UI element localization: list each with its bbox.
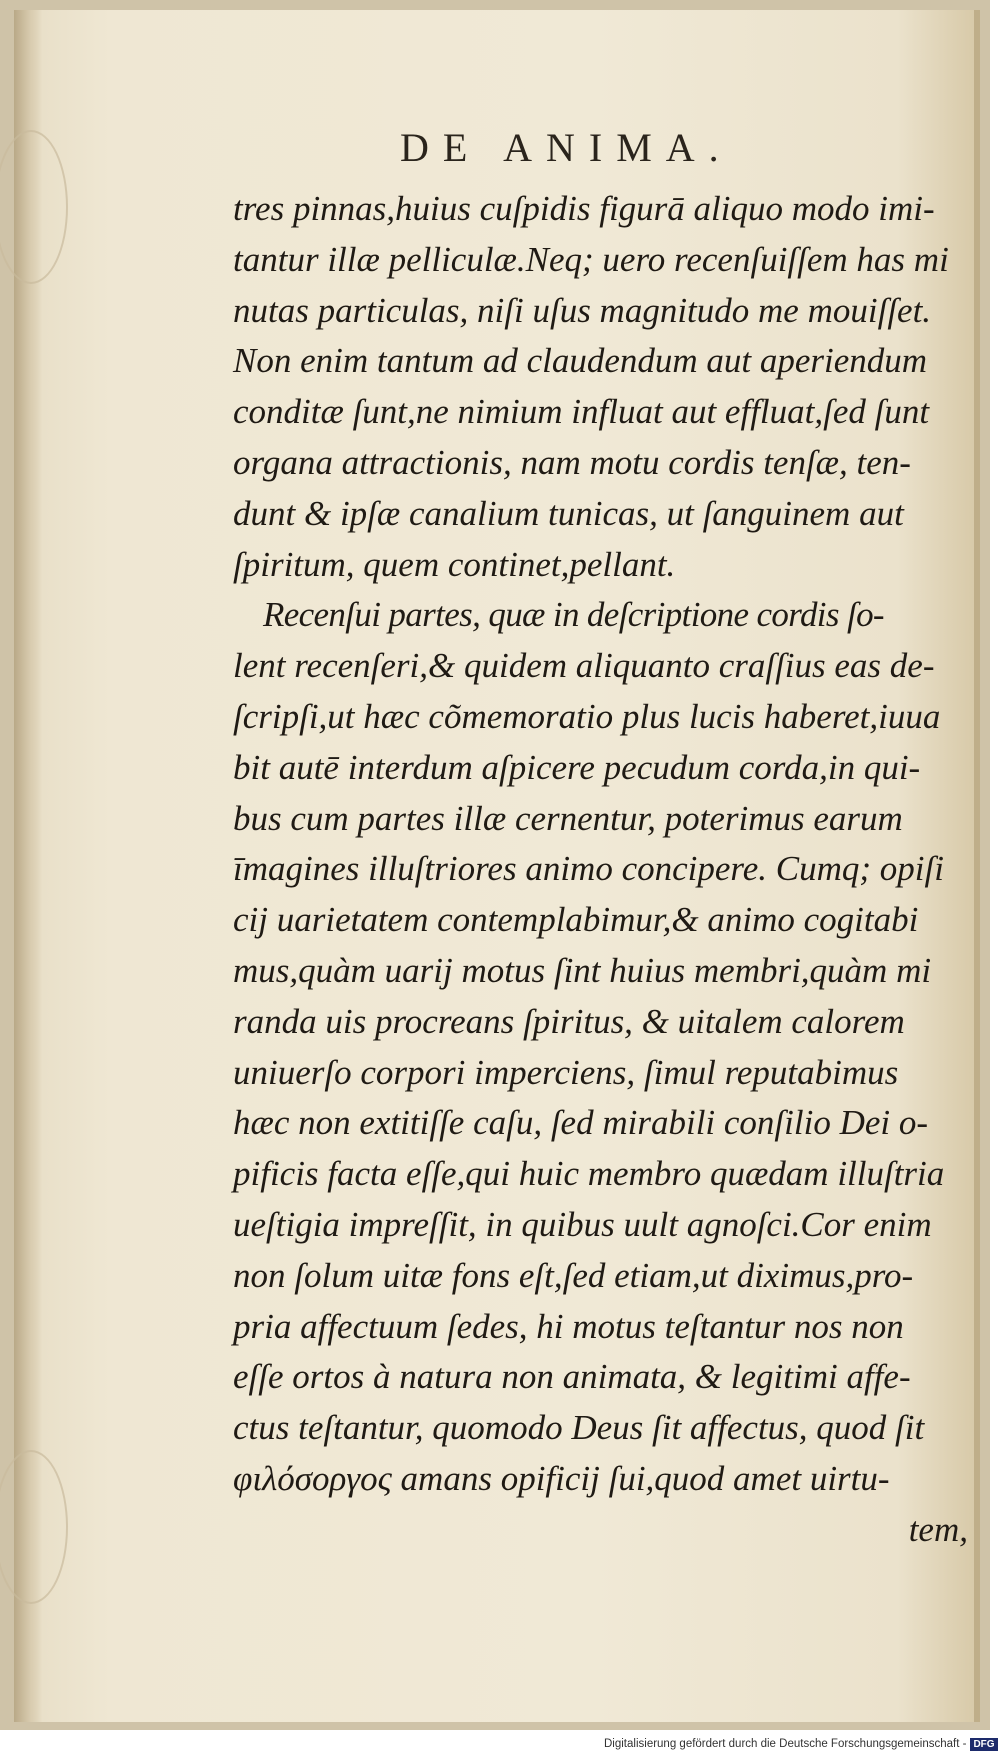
text-line: lent recenſeri,& quidem aliquanto craſſius eas de- [233, 646, 935, 686]
page-ring-mark [0, 1450, 68, 1604]
text-line: mus,quàm uarij motus ſint huius membri,quàm mi [233, 950, 932, 990]
footer-credit: Digitalisierung gefördert durch die Deutsche Forschungsgemeinschaft - [604, 1738, 967, 1750]
text-line: ſpiritum, quem continet,pellant. [233, 544, 676, 584]
text-line: tantur illæ pelliculæ.Neq; uero recenſuiſſem has mi [233, 239, 949, 279]
text-line: tres pinnas,huius cuſpidis figurā aliquo modo imi- [233, 189, 935, 228]
dfg-logo: DFG [970, 1738, 997, 1751]
text-line: ueſtigia impreſſit, in quibus uult agnoſci.Cor enim [233, 1204, 932, 1244]
text-line: non ſolum uitæ fons eſt,ſed etiam,ut diximus,pro- [233, 1255, 914, 1295]
text-line: pificis facta eſſe,qui huic membro quædam illuſtria [233, 1154, 945, 1194]
text-line: dunt & ipſæ canalium tunicas, ut ſanguinem aut [233, 493, 904, 533]
text-line: ctus teſtantur, quomodo Deus ſit affectus, quod ſit [233, 1408, 925, 1448]
text-line: bit autē interdum aſpicere pecudum corda,in qui- [233, 747, 921, 787]
text-line: Recenſui partes, quæ in deſcriptione cordis ſo- [263, 595, 884, 635]
text-line: cij uarietatem contemplabimur,& animo cogitabi [233, 900, 919, 940]
text-line: pria affectuum ſedes, hi motus teſtantur nos non [233, 1306, 904, 1346]
text-line: hæc non extitiſſe caſu, ſed mirabili conſilio Dei o- [233, 1103, 929, 1143]
digitization-footer [604, 1736, 998, 1752]
text-line: eſſe ortos à natura non animata, & legitimi affe- [233, 1357, 911, 1397]
text-line: īmagines illuſtriores animo concipere. Cumq; opiſi [233, 849, 944, 889]
text-line: φιλόσοργος amans opificij ſui,quod amet uirtu- [233, 1458, 890, 1498]
text-line: bus cum partes illæ cernentur, poterimus earum [233, 798, 903, 838]
page-ring-mark [0, 130, 68, 284]
text-line: nutas particulas, niſi uſus magnitudo me mouiſſet. [233, 290, 932, 330]
text-line: ſcripſi,ut hæc cõmemoratio plus lucis haberet,iuua [233, 696, 941, 736]
running-head: DE ANIMA. [400, 125, 733, 170]
text-line: uniuerſo corpori imperciens, ſimul reputabimus [233, 1052, 899, 1092]
body-text [233, 184, 968, 1556]
text-line: randa uis procreans ſpiritus, & uitalem calorem [233, 1001, 905, 1041]
text-line: conditæ ſunt,ne nimium influat aut effluat,ſed ſunt [233, 392, 930, 432]
catchword: tem, [908, 1509, 968, 1549]
text-line: Non enim tantum ad claudendum aut aperiendum [233, 341, 928, 381]
text-line: organa attractionis, nam motu cordis tenſæ, ten- [233, 442, 911, 482]
